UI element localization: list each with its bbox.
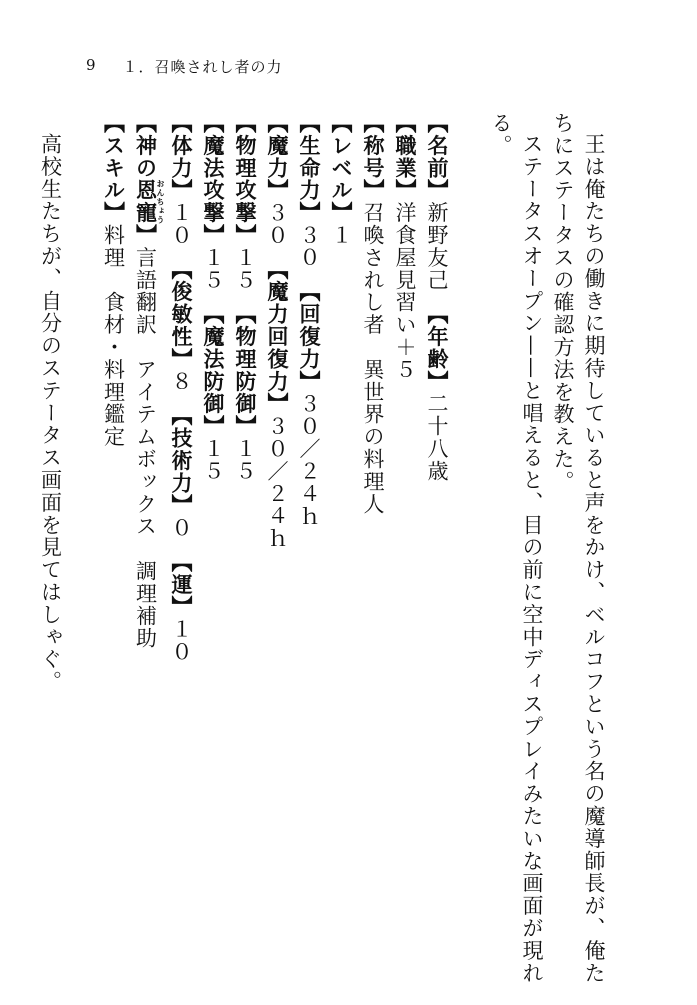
value-pdef: １５ [233,437,257,483]
value-mp: ３０ [265,201,289,247]
paragraph-2: ステータスオープン——と唱えると、目の前に空中ディスプレイみたいな画面が現れる。 [489,112,544,985]
value-regen: ３０／２４ｈ [297,392,321,528]
value-luck: １０ [169,618,193,663]
label-patk: 【物理攻撃】 [233,112,258,247]
status-line-name [421,112,453,992]
status-line-blessing [130,112,166,992]
label-age: 【年齢】 [425,313,450,393]
label-tech: 【技術力】 [169,415,194,517]
value-title: 召喚されし者 異世界の料理人 [361,201,385,516]
label-blessing-close: 】 [133,224,159,247]
paragraph-closing: 高校生たちが、自分のステータス画面を見てはしゃぐ。 [38,133,63,693]
status-line-job [389,112,421,992]
blessing-ruby-word [133,179,166,225]
value-mp-regen: ３０／２４ｈ [265,415,289,550]
value-tech: ０ [169,516,193,540]
status-line-mp [261,112,293,992]
status-line-stamina [165,112,197,992]
chapter-title: １．召喚されし者の力 [122,58,283,76]
label-name: 【名前】 [425,112,450,202]
label-blessing-open: 【 [133,112,159,135]
label-title: 【称号】 [361,112,386,202]
label-luck: 【運】 [169,561,194,619]
label-regen: 【回復力】 [297,291,322,393]
label-mp-regen: 【魔力回復力】 [265,268,290,416]
value-skill: 料理 食材・料理鑑定 [101,224,126,448]
value-stamina: １０ [169,201,193,247]
value-mdef: １５ [201,437,225,483]
label-matk: 【魔法攻撃】 [201,112,226,247]
label-stamina: 【体力】 [169,112,194,202]
label-blessing [133,112,166,247]
label-agility: 【俊敏性】 [169,268,194,371]
value-agility: ８ [169,370,193,393]
label-mp: 【魔力】 [265,112,290,202]
value-job: 洋食屋見習い＋５ [393,201,417,381]
value-level: １ [329,224,353,247]
label-pdef: 【物理防御】 [233,313,258,438]
label-blessing-word-2: 恩寵 [133,179,159,225]
value-hp: ３０ [297,224,321,269]
status-line-level [325,112,357,992]
label-skill: 【スキル】 [101,112,127,224]
status-line-hp [293,112,325,992]
status-line-physical [229,112,261,992]
label-blessing-word-1: 神の [133,134,159,180]
page-number: 9 [86,56,97,74]
status-line-magic [197,112,229,992]
paragraph-1: 王は俺たちの働きに期待していると声をかけ、ベルコフという名の魔導師長が、俺たちにステータスの確認方法を教えた。 [551,112,606,985]
status-line-skill [98,112,130,992]
blessing-ruby: おんちょう [156,179,166,225]
value-matk: １５ [201,246,225,292]
value-patk: １５ [233,246,257,292]
label-level: 【レベル】 [329,112,354,224]
value-name: 新野友己 [425,201,449,292]
label-mdef: 【魔法防御】 [201,313,226,438]
status-line-title [357,112,389,992]
label-job: 【職業】 [393,112,418,202]
vertical-text-body [35,112,610,992]
value-blessing: 言語翻訳 アイテムボックス 調理補助 [133,246,158,650]
label-hp: 【生命力】 [297,112,322,224]
value-age: 二十八歳 [425,392,449,483]
running-head [86,56,283,77]
